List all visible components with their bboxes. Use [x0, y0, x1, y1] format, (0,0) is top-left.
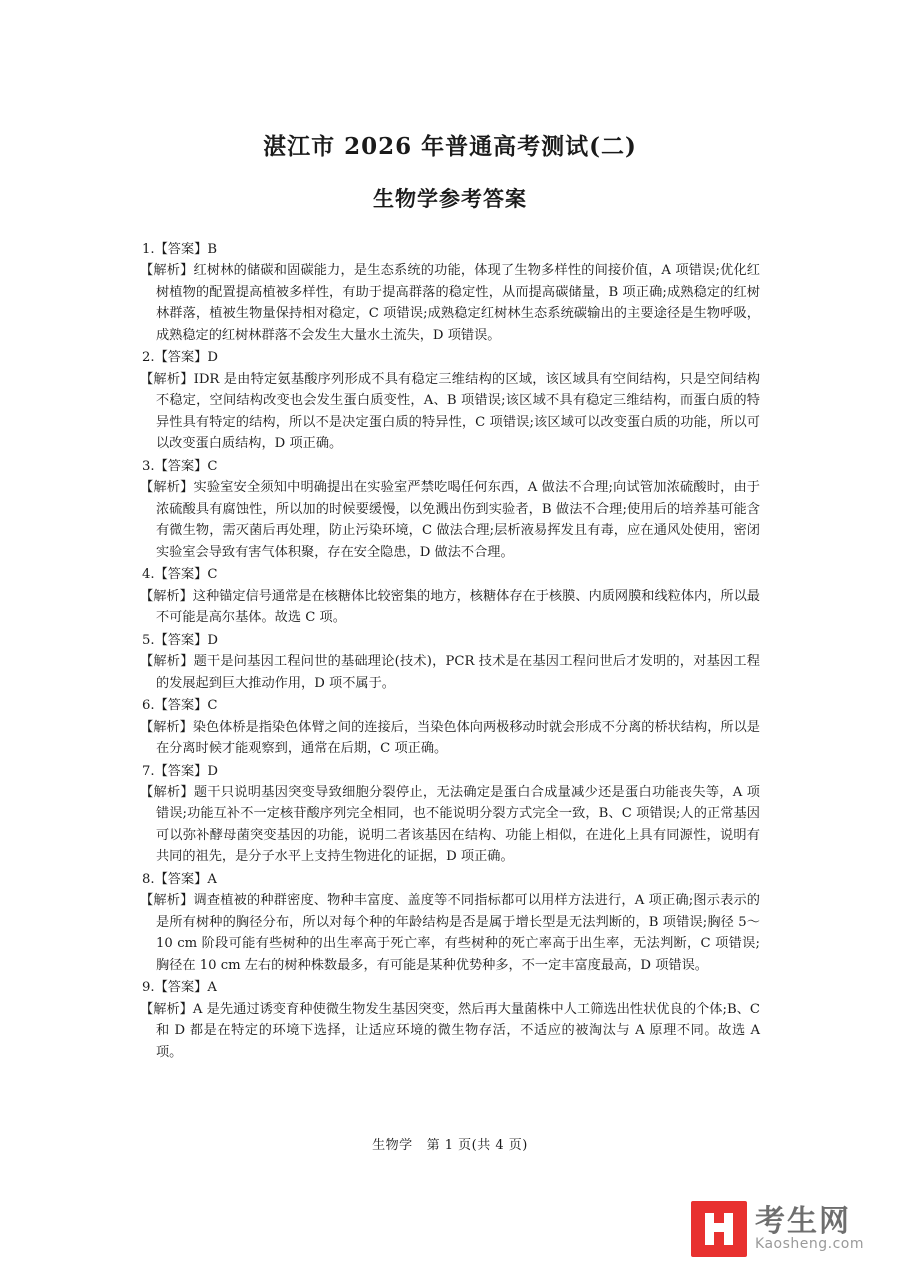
answer-line: [140, 564, 760, 585]
explanation-line: 【解析】实验室安全须知中明确提出在实验室严禁吃喝任何东西，A 做法不合理;向试管加浓硫酸时，由于浓硫酸具有腐蚀性，所以加的时候要缓慢，以免溅出伤到实验者，B 做法不合理;使用后的培养基可能含有微生物，需灭菌后再处理，防止污染环境，C 做法合理;层析液易挥发且有毒，应在通风处使用，密闭实验室会导致有害气体积聚，存在安全隐患，D 做法不合理。: [140, 480, 760, 560]
answer-text: 【答案】A: [154, 871, 217, 887]
answer-item: [140, 564, 760, 628]
answer-line: [140, 347, 760, 368]
answer-line: [140, 869, 760, 890]
answer-item: [140, 347, 760, 454]
answer-text: 【答案】D: [154, 763, 218, 779]
answer-line: [140, 761, 760, 782]
answer-text: 【答案】C: [154, 698, 218, 714]
explanation-line: 【解析】题干是问基因工程问世的基础理论(技术)，PCR 技术是在基因工程问世后才发明的，对基因工程的发展起到巨大推动作用，D 项不属于。: [140, 654, 760, 691]
answer-item: [140, 695, 760, 759]
explanation-line: 【解析】染色体桥是指染色体臂之间的连接后，当染色体向两极移动时就会形成不分离的桥状结构，所以是在分离时候才能观察到，通常在后期，C 项正确。: [140, 719, 760, 757]
answer-text: 【答案】B: [154, 242, 218, 257]
watermark-en: Kaosheng.com: [755, 1236, 864, 1253]
question-number: 4.: [142, 567, 155, 583]
question-number: 3.: [142, 458, 155, 474]
answer-text: 【答案】A: [154, 980, 217, 996]
explanation-line: 【解析】这种锚定信号通常是在核糖体比较密集的地方，核糖体存在于核膜、内质网膜和线粒体内，所以最不可能是高尔基体。故选 C 项。: [140, 588, 760, 626]
answer-text: 【答案】C: [154, 458, 218, 474]
answer-text: 【答案】D: [154, 350, 218, 366]
answer-item: [140, 761, 760, 868]
question-number: 1.: [142, 242, 155, 257]
watermark: [691, 1201, 864, 1257]
answer-item: [140, 239, 760, 346]
explanation-line: 【解析】A 是先通过诱变育种使微生物发生基因突变，然后再大量菌株中人工筛选出性状优良的个体;B、C 和 D 都是在特定的环境下选择，让适应环境的微生物存活，不适应的被淘汰与 A 原理不同。故选 A 项。: [140, 1001, 760, 1060]
answer-item: [140, 869, 760, 976]
explanation-line: 【解析】调查植被的种群密度、物种丰富度、盖度等不同指标都可以用样方法进行，A 项正确;图示表示的是所有树种的胸径分布，所以对每个种的年龄结构是否是属于增长型是无法判断的，B 项错误;胸径 5～10 cm 阶段可能有些树种的出生率高于死亡率，有些树种的死亡率高于出生率，无法判断，C 项错误;胸径在 10 cm 左右的树种株数最多，有可能是某种优势种多，不一定丰富度最高，D 项错误。: [140, 893, 760, 973]
answer-line: [140, 630, 760, 651]
question-number: 5.: [142, 632, 155, 648]
answer-item: [140, 977, 760, 1063]
answer-text: 【答案】D: [154, 632, 218, 648]
answer-line: [140, 456, 760, 477]
page-footer: [0, 1134, 900, 1153]
question-number: 7.: [142, 763, 155, 779]
page-title: 湛江市 2026 年普通高考测试(二): [263, 133, 637, 160]
footer-page-number: 第 1 页(共 4 页): [426, 1138, 528, 1153]
explanation-line: 【解析】题干只说明基因突变导致细胞分裂停止，无法确定是蛋白合成量减少还是蛋白功能丧失等，A 项错误;功能互补不一定核苷酸序列完全相同，也不能说明分裂方式完全一致，B、C 项错误;人的正常基因可以弥补酵母菌突变基因的功能，说明二者该基因在结构、功能上相似，在进化上具有同源性，说明有共同的祖先，是分子水平上支持生物进化的证据，D 项正确。: [140, 784, 760, 865]
watermark-cn: 考生网: [755, 1203, 852, 1239]
answer-line: [140, 239, 760, 260]
document-page: [0, 128, 900, 1271]
question-number: 6.: [142, 698, 155, 714]
answer-list: [140, 239, 760, 1063]
question-number: 9.: [142, 980, 155, 996]
watermark-text: [755, 1203, 864, 1253]
answer-text: 【答案】C: [154, 567, 218, 583]
explanation-line: 【解析】IDR 是由特定氨基酸序列形成不具有稳定三维结构的区域，该区域具有空间结构，只是空间结构不稳定，空间结构改变也会发生蛋白质变性，A、B 项错误;该区域不具有稳定三维结构，而蛋白质的特异性具有特定的结构，所以不是决定蛋白质的特异性，C 项错误;该区域可以改变蛋白质的功能，所以可以改变蛋白质结构，D 项正确。: [140, 371, 760, 452]
answer-line: [140, 695, 760, 716]
footer-subject: 生物学: [372, 1138, 413, 1153]
answer-item: [140, 456, 760, 563]
kaosheng-logo-icon: [691, 1201, 747, 1257]
explanation-line: 【解析】红树林的储碳和固碳能力，是生态系统的功能，体现了生物多样性的间接价值，A 项错误;优化红树植物的配置提高植被多样性，有助于提高群落的稳定性，从而提高碳储量，B 项正确;成熟稳定的红树林群落，植被生物量保持相对稳定，C 项错误;成熟稳定红树林生态系统碳输出的主要途径是生物呼吸，成熟稳定的红树林群落不会发生大量水土流失，D 项错误。: [140, 263, 760, 343]
answer-line: [140, 977, 760, 998]
answer-item: [140, 630, 760, 694]
page-subtitle: 生物学参考答案: [373, 186, 527, 211]
question-number: 8.: [142, 871, 155, 887]
question-number: 2.: [142, 350, 155, 366]
